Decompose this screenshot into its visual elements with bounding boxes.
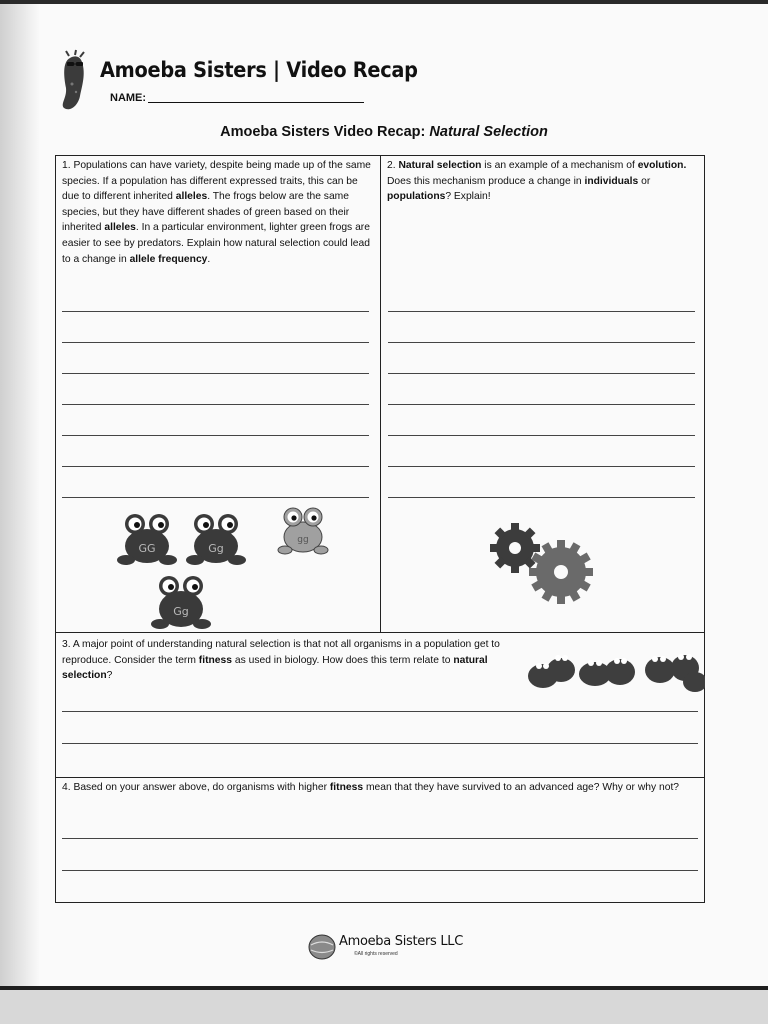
answer-line-q4[interactable] bbox=[62, 870, 698, 871]
organism-crowd-icon bbox=[525, 638, 705, 694]
answer-line-q2[interactable] bbox=[388, 497, 695, 498]
question-1: 1. Populations can have variety, despite being made up of the same species. If a population has different expressed traits, this can be due to different inherited alleles. The frogs below are the same species, but they have different shades of green based on their inherited alleles. In a particular environment, lighter green frogs are easier to see by predators. Explain how natural selection could lead to a change in allele frequency. bbox=[62, 160, 371, 265]
frog-icon bbox=[116, 510, 178, 568]
question-2: 2. Natural selection is an example of a mechanism of evolution. Does this mechanism produce a change in individuals or populations? Explain! bbox=[387, 160, 687, 203]
answer-line-q3[interactable] bbox=[62, 743, 698, 744]
answer-line-q2[interactable] bbox=[388, 342, 695, 343]
frog-genotype: gg bbox=[297, 535, 309, 545]
answer-line-q1[interactable] bbox=[62, 404, 369, 405]
question-3: 3. A major point of understanding natural selection is that not all organisms in a population get to reproduce. Consider the term fitness as used in biology. How does this term relate to natural selection? bbox=[62, 639, 500, 682]
answer-line-q1[interactable] bbox=[62, 311, 369, 312]
section-divider bbox=[55, 777, 705, 778]
answer-line-q2[interactable] bbox=[388, 311, 695, 312]
answer-line-q2[interactable] bbox=[388, 435, 695, 436]
answer-line-q2[interactable] bbox=[388, 466, 695, 467]
brand-title: Amoeba Sisters | Video Recap bbox=[100, 58, 418, 82]
title-prefix: Amoeba Sisters Video Recap: bbox=[220, 124, 430, 140]
amoeba-mascot-icon bbox=[56, 48, 96, 112]
frog-genotype: Gg bbox=[173, 605, 189, 618]
answer-line-q1[interactable] bbox=[62, 466, 369, 467]
page-title bbox=[0, 124, 768, 140]
frog-genotype: Gg bbox=[208, 542, 224, 555]
amoeba-globe-icon bbox=[307, 933, 337, 961]
gears-icon bbox=[488, 520, 598, 610]
question-4: 4. Based on your answer above, do organisms with higher fitness mean that they have survived to an advanced age? Why or why not? bbox=[62, 782, 680, 793]
answer-line-q1[interactable] bbox=[62, 435, 369, 436]
frog-icon bbox=[276, 505, 330, 557]
answer-line-q3[interactable] bbox=[62, 711, 698, 712]
answer-line-q2[interactable] bbox=[388, 404, 695, 405]
frog-icon bbox=[185, 510, 247, 568]
answer-line-q1[interactable] bbox=[62, 497, 369, 498]
section-divider bbox=[55, 632, 705, 633]
frog-genotype: GG bbox=[138, 542, 156, 555]
footer-copyright: ©All rights reserved bbox=[354, 951, 398, 957]
scan-background bbox=[0, 990, 768, 1024]
name-field[interactable] bbox=[148, 102, 364, 103]
column-divider bbox=[380, 155, 381, 633]
answer-line-q1[interactable] bbox=[62, 373, 369, 374]
scan-shadow bbox=[0, 4, 40, 986]
answer-line-q1[interactable] bbox=[62, 342, 369, 343]
name-label: NAME: bbox=[110, 92, 147, 104]
title-topic: Natural Selection bbox=[429, 124, 548, 140]
answer-line-q2[interactable] bbox=[388, 373, 695, 374]
answer-line-q4[interactable] bbox=[62, 838, 698, 839]
footer-brand: Amoeba Sisters LLC bbox=[339, 934, 464, 949]
frog-icon bbox=[150, 572, 212, 632]
